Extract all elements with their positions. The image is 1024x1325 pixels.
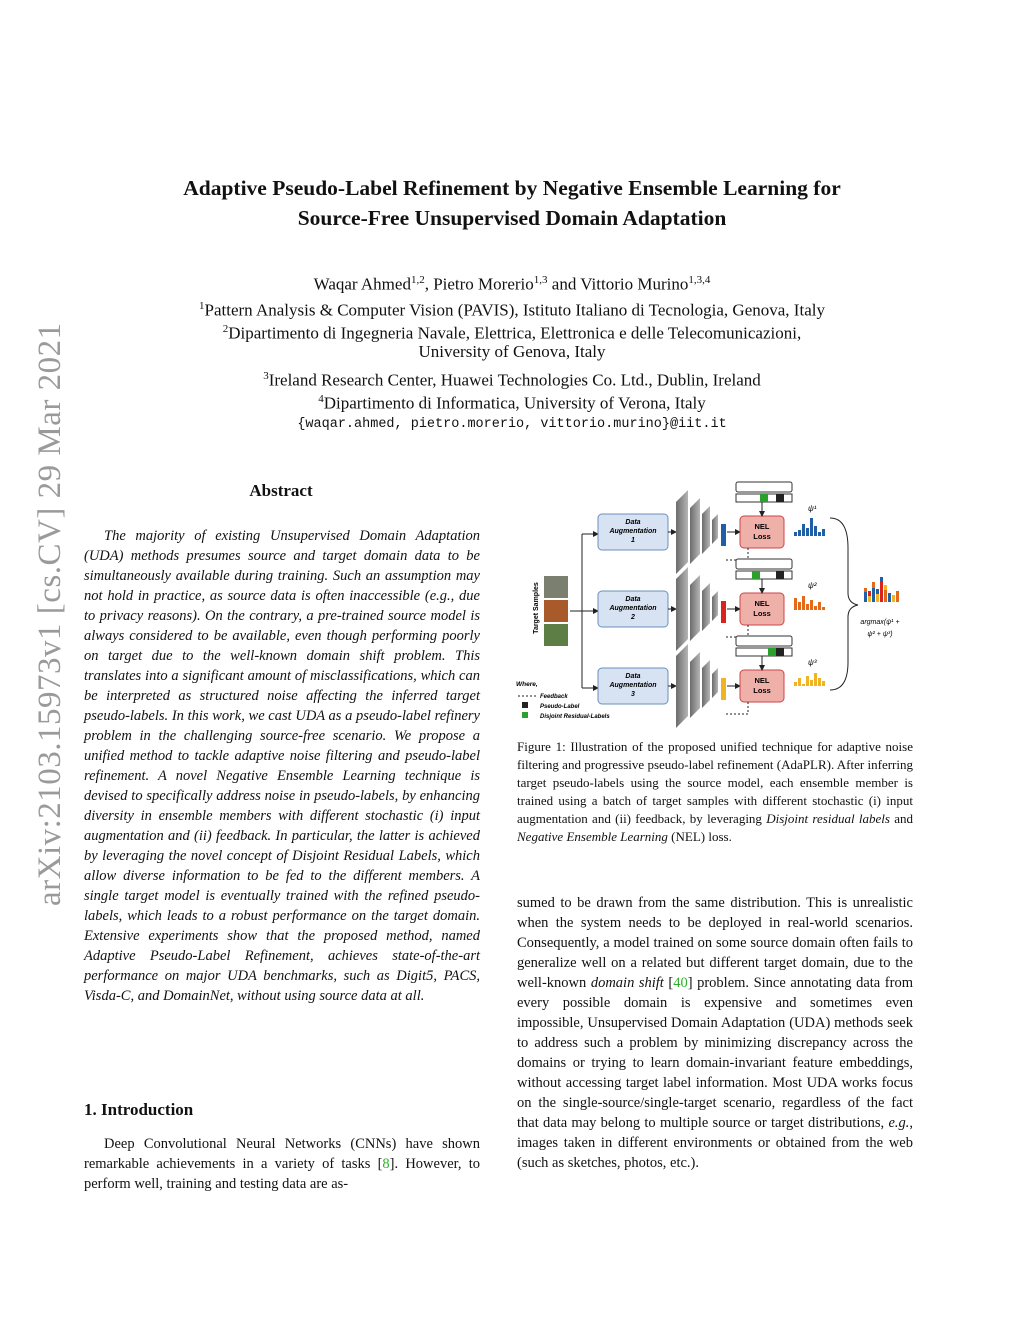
abstract-heading: Abstract [249, 481, 313, 500]
affiliation-2-cont [112, 342, 912, 362]
affil-num: 2 [222, 323, 229, 335]
author-affil-sup: 1,3,4 [688, 274, 711, 286]
section-heading-introduction: 1. Introduction [84, 1100, 194, 1119]
intro-text: Deep Convolutional Neural Networks (CNNs) have shown remarkable achievements in a variety of tasks [ [84, 1136, 480, 1172]
softmax-bars [794, 518, 825, 536]
network-layer [712, 668, 718, 698]
class-icons-strip [736, 636, 792, 646]
output-logit-bar [721, 678, 726, 700]
pseudo-label-cell [776, 494, 784, 502]
nel-loss-label: NEL [754, 522, 770, 531]
author-emails: {waqar.ahmed, pietro.morerio, vittorio.murino}@iit.it [297, 417, 727, 432]
affiliation-1 [112, 296, 912, 321]
author-name: and Vittorio Murino [547, 274, 689, 294]
class-icons-strip [736, 482, 792, 492]
sample-image-elephant [544, 576, 568, 598]
softmax-bars [794, 673, 825, 686]
psi-label: ψ¹ [808, 504, 817, 513]
network-layer [712, 591, 718, 621]
affil-text: Pattern Analysis & Computer Vision (PAVIS), Istituto Italiano di Tecnologia, Genova, Italy [204, 300, 825, 320]
network-layer [676, 644, 688, 728]
nel-loss-label: Loss [753, 609, 771, 618]
network-layer [676, 567, 688, 651]
affiliation-3 [112, 366, 912, 391]
nel-loss-label: NEL [754, 676, 770, 685]
network-layer [690, 575, 700, 641]
caption-text: (NEL) loss. [667, 829, 732, 844]
intro-paragraph-continued [517, 893, 913, 1173]
intro-paragraph [84, 1134, 480, 1194]
caption-text: Illustration of the proposed unified technique for adaptive noise filtering and progressive pseudo-label refinement (AdaPLR). After inferring target pseudo-labels using the source model, each ensemble member is trained using a batch of target samples with different stochastic (i) input augmentation and (ii) feedback, by leveraging [517, 739, 914, 826]
sample-image-house [544, 624, 568, 646]
body-text: sumed to be drawn from the same distribution. This is unrealistic when the system needs to be deployed in real-world scenarios. Consequently, a model trained on some source domain often fails to generalize well on a related but different target domain, due to the well-known [517, 895, 913, 991]
abstract-body [84, 526, 480, 1006]
output-logit-bar [721, 524, 726, 546]
network-layer [690, 498, 700, 564]
abstract-text: The majority of existing Unsupervised Domain Adaptation (UDA) methods presumes source and target domain data to be simultaneously available during training. Such an assumption may not hold in practice, as source data is often inaccessible (e.g., due to privacy reasons). On the contrary, a pre-trained source model is always considered to be available, even though performing poorly on target due to the well-known domain shift problem. This translates into a significant amount of misclassifications, which can be interpreted as structured noise affecting the inferred target pseudo-labels. In this work, we cast UDA as a pseudo-label refinery problem in the challenging source-free scenario. We propose a unified method to tackle adaptive noise filtering and pseudo-label refinement. A novel Negative Ensemble Learning technique is devised to specifically address noise in pseudo-labels, by enhancing diversity in ensemble members with different stochastic (i) input augmentation and (ii) feedback. In particular, the latter is achieved by leveraging the novel concept of Disjoint Residual Labels, which allow diverse information to be fed to the different members. A single target model is eventually trained with the refined pseudo-labels, which leads to a robust performance on the target domain. Extensive experiments show that the proposed method, named Adaptive Pseudo-Label Refinement, achieves state-of-the-art performance on major UDA benchmarks, such as Digit5, PACS, Visda-C, and DomainNet, without using source data at all. [84, 528, 480, 1004]
affil-num: 1 [199, 300, 205, 312]
body-emphasis: domain shift [590, 975, 664, 991]
softmax-bars [794, 596, 825, 610]
paper-title-line-2: Source-Free Unsupervised Domain Adaptation [297, 206, 727, 230]
legend-disjoint: Disjoint Residual-Labels [540, 714, 610, 720]
pseudo-label-cell [776, 648, 784, 656]
disjoint-label-cell [752, 571, 760, 579]
ensemble-branch-3 [598, 636, 825, 728]
intro-text: ]. However, to perform well, training and testing data are as- [84, 1156, 480, 1192]
figure-1-caption [517, 738, 913, 846]
disjoint-label-cell [768, 648, 776, 656]
network-layer [702, 583, 710, 631]
citation-link[interactable]: 8 [382, 1156, 390, 1172]
nel-loss-label: Loss [753, 532, 771, 541]
network-layer [702, 660, 710, 708]
disjoint-label-cell [760, 494, 768, 502]
legend-feedback: Feedback [540, 694, 568, 700]
augmentation-number: 3 [631, 691, 635, 698]
affil-text: Dipartimento di Ingegneria Navale, Elettrica, Elettronica e delle Telecomunicazioni, [228, 323, 802, 343]
author-list [112, 270, 912, 295]
legend-pseudo-swatch [522, 702, 528, 708]
augmentation-title: Data [625, 673, 641, 680]
affil-num: 3 [263, 370, 269, 382]
nel-loss-label: NEL [754, 599, 770, 608]
author-name: Waqar Ahmed [313, 274, 411, 294]
body-text: ] problem. Since annotating data from every possible domain is expensive and sometimes even impossible, Unsupervised Domain Adaptation (UDA) methods seek to address such a problem by minimizing discrepancy across the domains or trying to learn domain-invariant feature embeddings, without accessing target label information. Most UDA works focus on the single-source/single-target scenario, regardless of the fact that data may belong to multiple source or target distributions, [517, 975, 913, 1131]
affiliation-2 [112, 319, 912, 344]
augmentation-title: Data [625, 519, 641, 526]
network-layer [702, 506, 710, 554]
citation-link[interactable]: 40 [673, 975, 688, 991]
augmentation-subtitle: Augmentation [609, 605, 657, 612]
affil-text: University of Genova, Italy [418, 342, 606, 361]
network-layer [712, 514, 718, 544]
target-samples-label: Target Samples [533, 582, 540, 634]
augmentation-number: 1 [631, 537, 635, 544]
psi-label: ψ² [808, 581, 817, 590]
pseudo-label-cell [776, 571, 784, 579]
network-layer [676, 490, 688, 574]
argmax-label: ψ² + ψ³) [867, 631, 893, 638]
augmentation-title: Data [625, 596, 641, 603]
sample-image-dog [544, 600, 568, 622]
legend-heading: Where, [516, 681, 538, 688]
affil-text: Ireland Research Center, Huawei Technologies Co. Ltd., Dublin, Ireland [268, 370, 761, 390]
author-affil-sup: 1,3 [533, 274, 548, 286]
argmax-label: argmax(ψ¹ + [860, 619, 900, 626]
body-text: [ [663, 975, 674, 991]
caption-text: and [889, 811, 913, 826]
augmentation-subtitle: Augmentation [609, 682, 657, 689]
nel-loss-label: Loss [753, 686, 771, 695]
class-icons-strip [736, 559, 792, 569]
affil-num: 4 [318, 393, 324, 405]
author-affil-sup: 1,2 [410, 274, 425, 286]
affiliation-4 [112, 389, 912, 414]
aggregated-bars [864, 577, 899, 602]
network-layer [690, 652, 700, 718]
legend-pseudo: Pseudo-Label [540, 704, 580, 710]
output-logit-bar [721, 601, 726, 623]
psi-label: ψ³ [808, 658, 817, 667]
legend-disjoint-swatch [522, 712, 528, 718]
caption-emphasis: Disjoint residual labels [766, 811, 890, 826]
caption-label: Figure 1: [517, 739, 566, 754]
arxiv-identifier: arXiv:2103.15973v1 [cs.CV] 29 Mar 2021 [32, 322, 68, 906]
figure-1-diagram [512, 478, 917, 728]
body-text: , images taken in different environments or obtained from the web (such as sketches, photos, etc.). [517, 1115, 913, 1171]
augmentation-subtitle: Augmentation [609, 528, 657, 535]
affil-text: Dipartimento di Informatica, University of Verona, Italy [323, 393, 706, 413]
author-name: , Pietro Morerio [424, 274, 534, 294]
paper-title-line-1: Adaptive Pseudo-Label Refinement by Negative Ensemble Learning for [183, 176, 841, 200]
augmentation-number: 2 [631, 614, 635, 621]
body-emphasis: e.g. [888, 1115, 910, 1131]
caption-emphasis: Negative Ensemble Learning [517, 829, 668, 844]
